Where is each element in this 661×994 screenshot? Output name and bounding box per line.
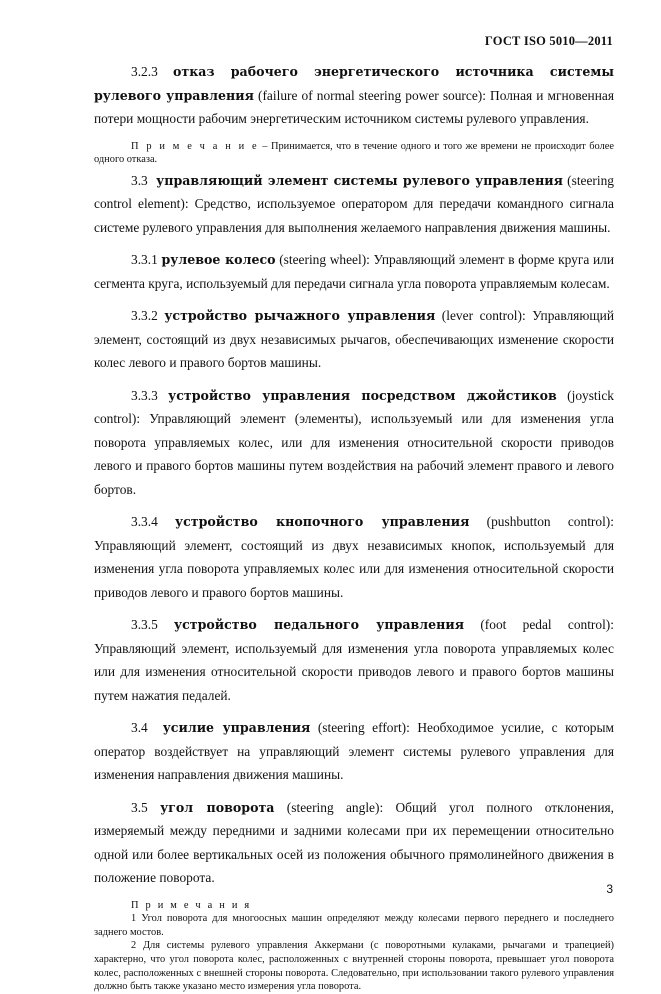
definition-number: 3.2.3 [131, 64, 158, 79]
definition-number: 3.3.2 [131, 308, 158, 324]
definition-3-3-5 [94, 613, 614, 707]
definition-number: 3.3.1 [131, 252, 158, 268]
definition-term: угол поворота [160, 799, 275, 815]
definition-term: устройство управления посредством джойстиков [168, 387, 557, 403]
definition-term: рулевое колесо [161, 252, 276, 268]
definition-3-3 [94, 169, 614, 240]
definition-number: 3.3.3 [131, 387, 158, 403]
definition-text: (steering wheel): Управляющий элемент в форме круга или сегмента круга, используемый для передачи сигнала угла поворота управляемым колесам. [94, 252, 614, 291]
definition-text: (failure of normal steering power source): Полная и мгновенная потери мощности рабочим энергетическим источником системы рулевого управления. [94, 87, 614, 126]
definition-number: 3.5 [131, 799, 148, 815]
definition-number: 3.3.4 [131, 514, 158, 530]
definition-term: управляющий элемент системы рулевого управления [156, 172, 563, 188]
definition-3-3-3 [94, 384, 614, 502]
definition-text: (lever control): Управляющий элемент, состоящий из двух независимых рычагов, обеспечивающих изменение скорости колес левого и правого бортов машины. [94, 308, 614, 371]
note-item-2: 2 Для системы рулевого управления Аккермани (с поворотными кулаками, рычагами и трапецией) характерно, что угол поворота колес, расположенных с внутренней стороны поворота, превышает угол поворота колес, расположенных с внешней стороны поворота. Следовательно, при использовании такого рулевого управления должно быть также указано место измерения угла поворота. [94, 940, 614, 993]
definition-3-5 [94, 796, 614, 890]
page-number: 3 [606, 882, 613, 896]
definition-number: 3.3 [131, 172, 148, 188]
definition-term: усилие управления [162, 720, 311, 736]
definition-text: (steering control element): Средство, используемое оператором для передачи командного сигнала системе рулевого управления для выполнения желаемого направления движения машины. [94, 172, 614, 235]
definition-term: устройство кнопочного управления [175, 514, 470, 530]
definition-3-3-2 [94, 304, 614, 375]
definition-text: (steering angle): Общий угол полного отклонения, измеряемый между передними и задними колесами при их перемещении относительно одной или более вертикальных осей из положения обычного прямолинейного движения в положение поворота. [94, 799, 614, 886]
note-label: П р и м е ч а н и е [131, 140, 259, 152]
definition-3-2-3 [94, 60, 614, 131]
definition-term: отказ рабочего энергетического источника системы рулевого управления [94, 64, 614, 103]
definition-text: (pushbutton control): Управляющий элемент, состоящий из двух независимых кнопок, используемый для изменения угла поворота управляемых колес или для изменения относительной скорости приводов левого и правого бортов машины. [94, 514, 614, 600]
definition-text: (steering effort): Необходимое усилие, с которым оператор воздействует на управляющий элемент системы рулевого управления для изменения направления движения машины. [94, 720, 614, 783]
definition-3-3-4 [94, 510, 614, 604]
definition-number: 3.4 [131, 720, 148, 736]
definition-text: (foot pedal control): Управляющий элемент, используемый для изменения угла поворота управляемых колес или для изменения относительной скорости приводов левого и правого бортов машины путем нажатия педалей. [94, 617, 614, 703]
definition-text: (joystick control): Управляющий элемент (элементы), используемый или для изменения угла поворота управляемых колес, или для изменения относительной скорости приводов левого и правого бортов машины путем воздействия на рабочий элемент правого и левого бортов. [94, 387, 615, 497]
definition-term: устройство педального управления [174, 617, 465, 633]
document-body [94, 60, 614, 994]
definition-3-4 [94, 716, 614, 787]
notes-title: П р и м е ч а н и я [131, 899, 252, 911]
definition-number: 3.3.5 [131, 617, 158, 633]
note-single [94, 140, 614, 167]
definition-term: устройство рычажного управления [164, 308, 436, 324]
note-item-1: 1 Угол поворота для многоосных машин определяют между колесами первого переднего и последнего заднего мостов. [94, 913, 614, 938]
definition-3-3-1 [94, 248, 614, 295]
document-header: ГОСТ ISO 5010—2011 [484, 34, 613, 48]
note-text: – Принимается, что в течение одного и того же времени не происходит более одного отказа. [94, 140, 615, 166]
